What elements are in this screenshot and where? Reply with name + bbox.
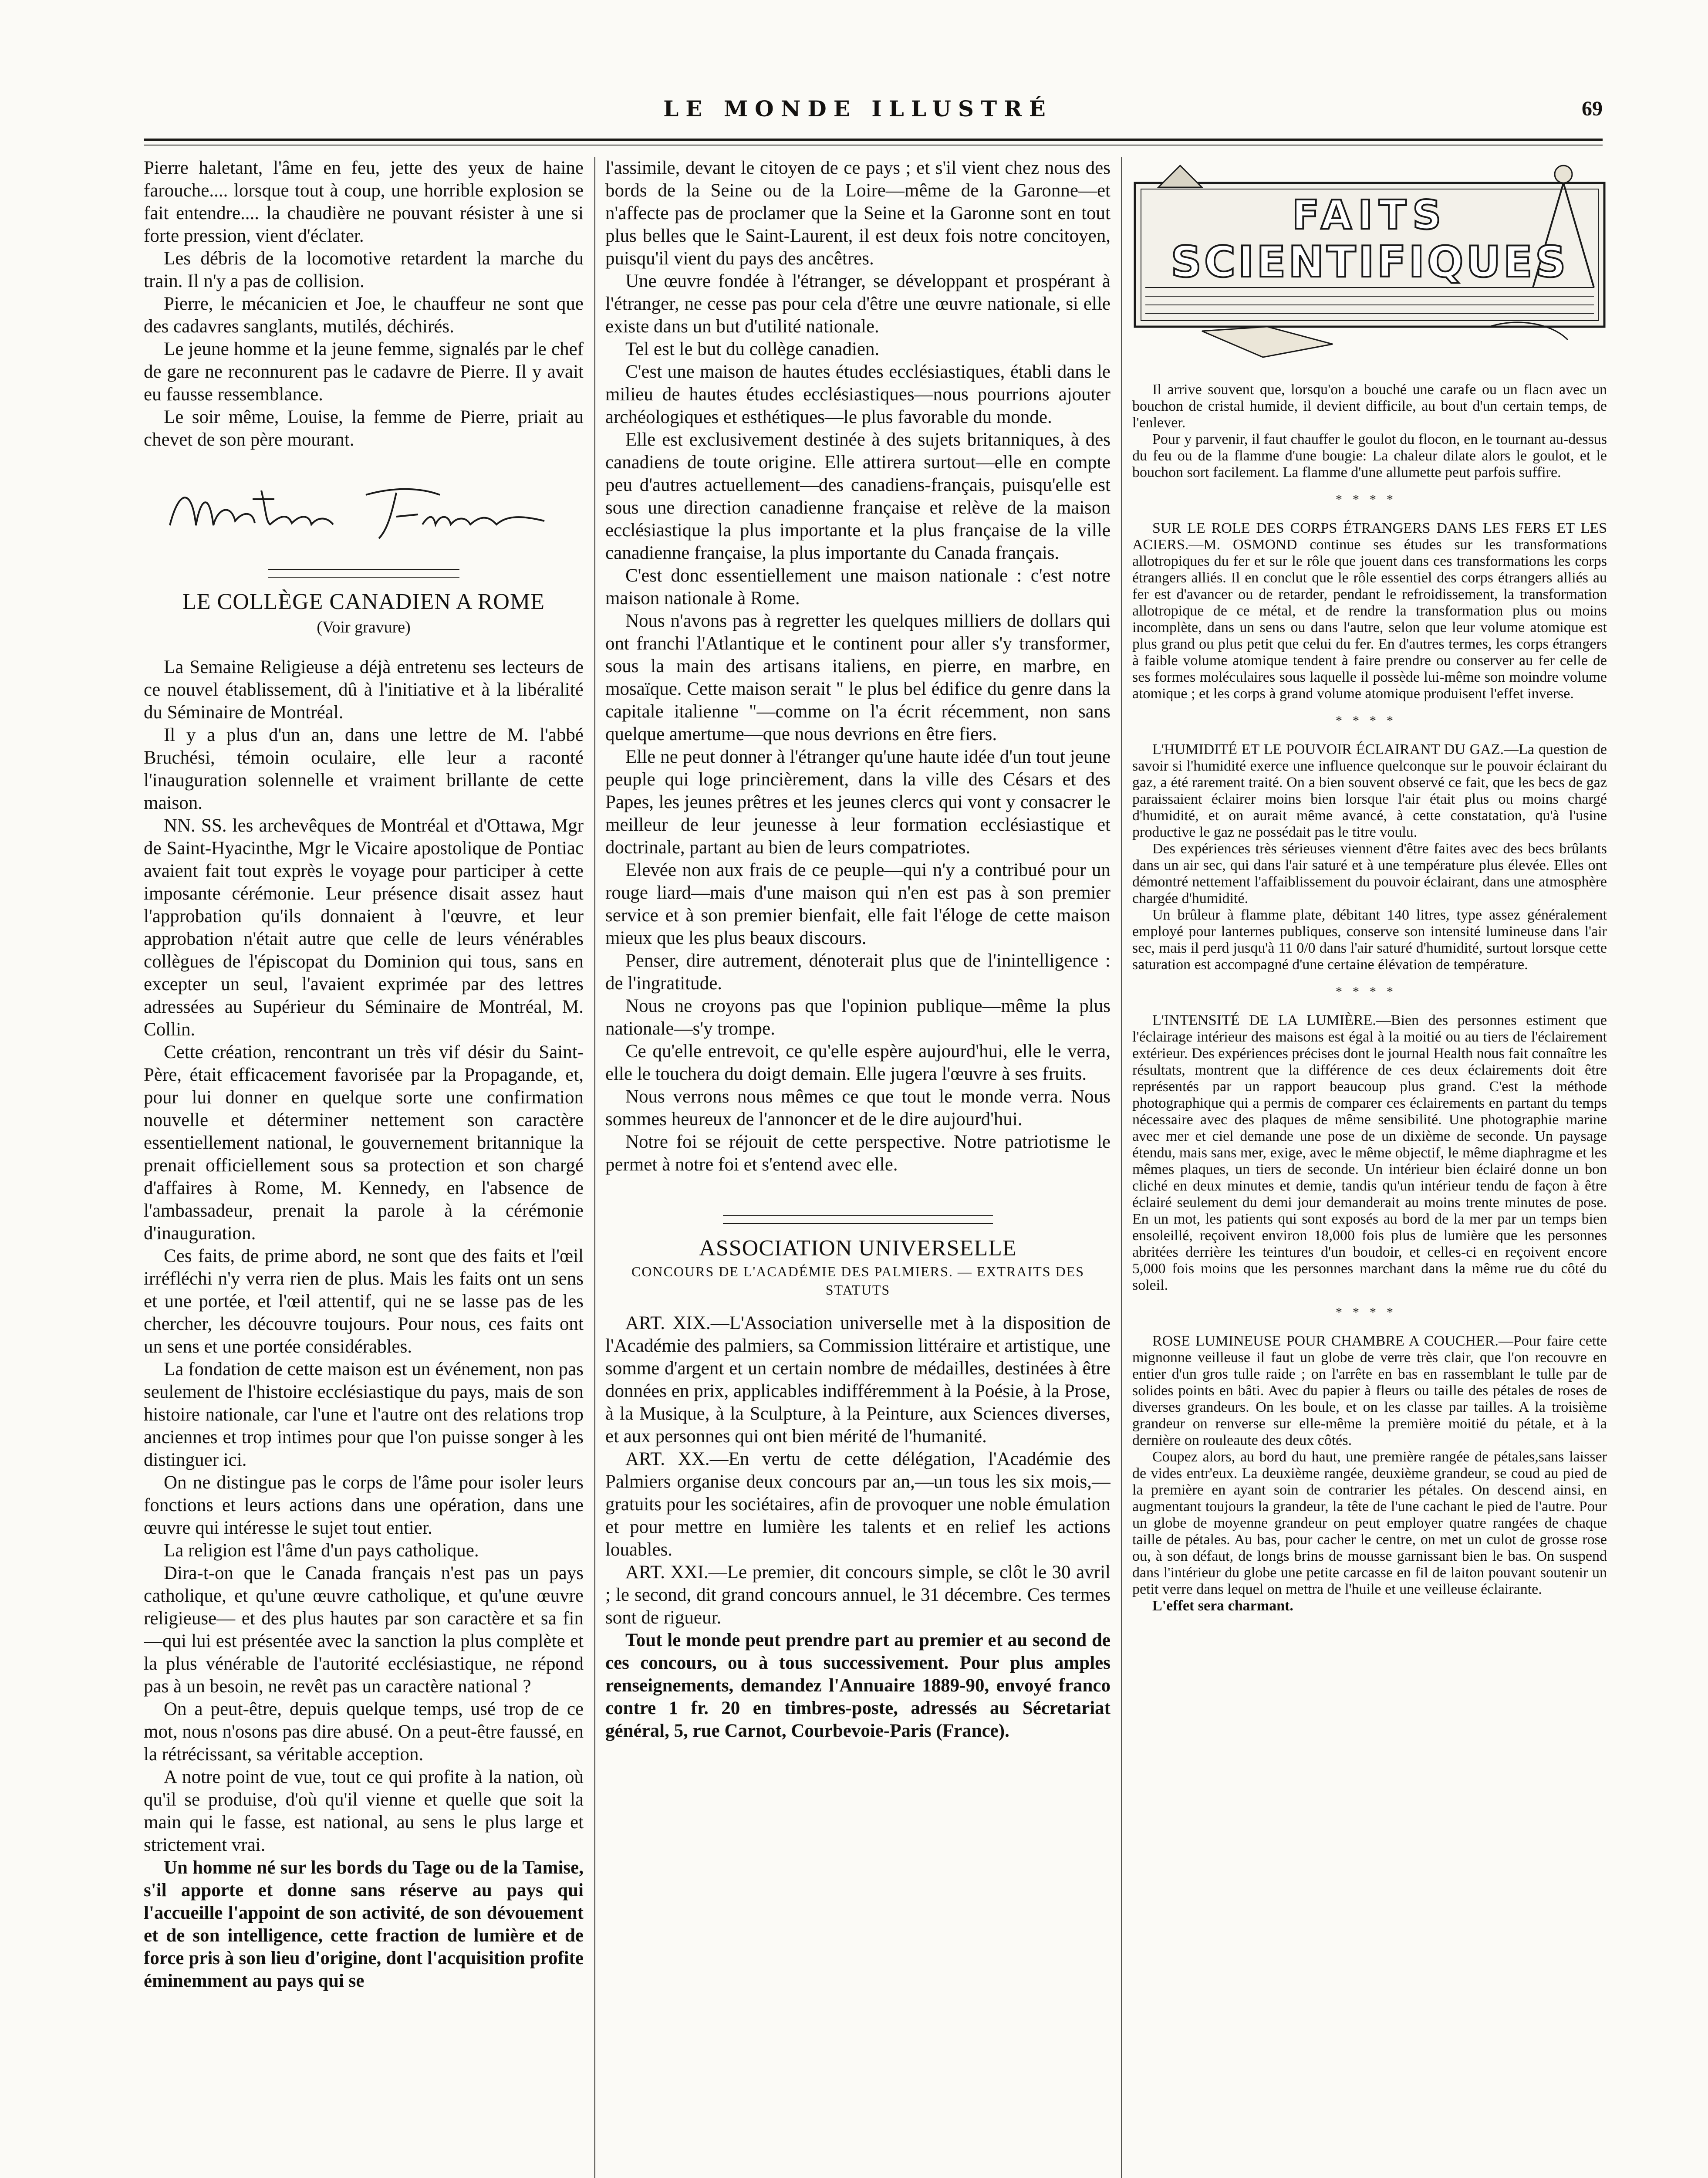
banner-line-1: FAITS (1292, 192, 1448, 238)
paragraph: Nous ne croyons pas que l'opinion publique—même la plus nationale—s'y trompe. (605, 996, 1111, 1039)
paragraph: NN. SS. les archevêques de Montréal et d'Ottawa, Mgr de Saint-Hyacinthe, Mgr le Vicaire apostolique de Pontiac avaient fait tout exprès le voyage pour participer à cette imposante cérémonie. Leur présence disait assez haut l'approbation qu'ils donnaient à l'œuvre, et leur approbation n'était autre que celle de leurs vénérables collègues de l'épiscopat du Dominion qui tous, sans en excepter un seul, l'avaient exprimée par des lettres adressées au Supérieur du Séminaire de Montréal, M. Collin. (144, 815, 584, 1040)
paragraph: C'est donc essentiellement une maison nationale : c'est notre maison nationale à Rome. (605, 565, 1111, 609)
paragraph: Un homme né sur les bords du Tage ou de la Tamise, s'il apporte et donne sans réserve au pays qui l'accueille l'appoint de son activité, de son dévouement et de son intelligence, cette fraction de lumière et de force pris à son lieu d'origine, dont l'acquisition profite éminemment au pays qui se (144, 1857, 584, 1991)
paragraph: Elle ne peut donner à l'étranger qu'une haute idée d'un tout jeune peuple qui loge princièrement, dans la ville des Césars et des Papes, les jeunes prêtres et les jeunes clercs qui vont y consacrer le meilleur de leur jeunesse à leur formation ecclésiastique et doctrinale, partant au bien de leurs compatriotes. (605, 747, 1111, 858)
article-title: LE COLLÈGE CANADIEN A ROME (182, 589, 545, 614)
paragraph: Pierre haletant, l'âme en feu, jette des yeux de haine farouche.... lorsque tout à coup, une horrible explosion se fait entendre.... la chaudière ne pouvant résister à une si forte pression, vient d'éclater. (144, 158, 584, 246)
masthead (113, 96, 1603, 126)
section-separator (268, 569, 459, 578)
section-stars: **** (1336, 492, 1404, 507)
paragraph: Penser, dire autrement, dénoterait plus que de l'inintelligence : de l'ingratitude. (605, 950, 1111, 994)
section-stars: **** (1336, 984, 1404, 999)
paragraph: Cette création, rencontrant un très vif désir du Saint-Père, était efficacement favorisée par la Propagande, et, pour lui donner en quelque sorte une confirmation nouvelle et déterminer nettement son caractère essentiellement national, le gouvernement britannique la prenait officiellement sous sa protection et son chargé d'affaires à Rome, M. Kennedy, en l'absence de l'ambassadeur, prenait la parole à la cérémonie d'inauguration. (144, 1042, 584, 1244)
header-rule (144, 139, 1603, 141)
paragraph: Un brûleur à flamme plate, débitant 140 litres, type assez généralement employé pour lanternes publiques, conserve son intensité lumineuse dans l'air sec, mais il perd jusqu'à 11 0/0 dans l'air saturé d'humidité, surtout lorsque cette saturation est accompagné d'une certaine élévation de température. (1132, 907, 1607, 973)
paragraph: A notre point de vue, tout ce qui profite à la nation, où qu'il se produise, d'où qu'il vienne et quelle que soit la main qui le fasse, est national, au sens le plus large et strictement vrai. (144, 1767, 584, 1855)
article-subtitle: CONCOURS DE L'ACADÉMIE DES PALMIERS. — EXTRAITS DES STATUTS (631, 1264, 1084, 1298)
article-subtitle: (Voir gravure) (317, 618, 411, 636)
paragraph: Les débris de la locomotive retardent la marche du train. Il n'y a pas de collision. (144, 248, 584, 291)
paragraph: Elle est exclusivement destinée à des sujets britanniques, à des canadiens de toute origine. Elle attirera surtout—elle en compte peu d'autres actuellement—des canadiens-français, puisqu'elle est sous une direction canadienne française et relève de la maison ecclésiastique la plus importante et la plus française de la ville canadienne française, la plus importante du Canada français. (605, 430, 1111, 563)
paragraph: ART. XX.—En vertu de cette délégation, l'Académie des Palmiers organise deux concours par an,—un tous les six mois,—gratuits pour les sociétaires, afin de provoquer une noble émulation et pour mettre en lumière les talents et en relief les actions louables. (605, 1449, 1111, 1560)
paragraph: ART. XIX.—L'Association universelle met à la disposition de l'Académie des palmiers, sa Commission littéraire et artistique, une somme d'argent et un certain nombre de médailles, destinées à être données en prix, applicables indifféremment à la Poésie, à la Prose, à la Musique, à la Sculpture, à la Peinture, aux Sciences diverses, et aux personnes qui ont bien mérité de l'humanité. (605, 1313, 1111, 1447)
section-text: —La question de savoir si l'humidité exerce une influence quelconque sur le pouvoir éclairant du gaz, a été rarement traité. On a bien souvent observé ce fait, que les becs de gaz paraissaient éclairer moins bien lorsque l'air était plus ou moins chargé d'humidité, et on aurait même avancé, à cette constatation, qu'à l'usine productive le gaz ne possédait pas le titre voulu. (1132, 741, 1607, 840)
faits-scientifiques-banner (1132, 157, 1607, 366)
section-text: —M. OSMOND continue ses études sur les transformations allotropiques du fer et sur le rôle que jouent dans ces transformations les corps étrangers alliés. Il en conclut que le rôle essentiel des corps étrangers alliés au fer est d'avancer ou de retarder, pendant le refroidissement, la transformation allotropique de ce métal, et de rendre la transformation plus ou moins incomplète, dans un sens ou dans l'autre, selon que leur volume atomique est plus grand ou plus petit que celui du fer. En d'autres termes, les corps étrangers à faible volume atomique tendent à faire prendre ou conserver au fer celle de ses formes moléculaires sous laquelle il possède lui-même son moindre volume atomique ; et les corps à grand volume atomique produisent l'effet inverse. (1132, 537, 1607, 702)
paragraph: ART. XXI.—Le premier, dit concours simple, se clôt le 30 avril ; le second, dit grand concours annuel, le 31 décembre. Ces termes sont de rigueur. (605, 1562, 1111, 1628)
section-heading: ROSE LUMINEUSE POUR CHAMBRE A COUCHER. (1152, 1333, 1499, 1349)
paragraph: Il arrive souvent que, lorsqu'on a bouché une carafe ou un flacn avec un bouchon de cristal humide, il devient difficile, au bout d'un certain temps, de l'enlever. (1132, 382, 1607, 431)
section-text: —Pour faire cette mignonne veilleuse il faut un globe de verre très clair, que l'on recouvre en entier d'un gros tulle raide ; on l'arrête en bas en rassemblant le tulle par de solides points en bâti. Avec du papier à fleurs ou taille des pétales de roses de diverses grandeurs. On les boule, et on les classe par tailles. A la troisième grandeur on renverse sur elle-même la première moitié du pétale, et à la dernière on rouleaute des deux côtés. (1132, 1333, 1607, 1448)
paragraph: Pour y parvenir, il faut chauffer le goulot du flocon, en le tournant au-dessus du feu ou de la flamme d'une bougie: La chaleur dilate alors le goulot, et le bouchon sort facilement. La flamme d'une allumette peut parfois suffire. (1132, 431, 1607, 480)
paragraph: Ce qu'elle entrevoit, ce qu'elle espère aujourd'hui, elle le verra, elle le touchera du doigt demain. Elle jugera l'œuvre à ses fruits. (605, 1041, 1111, 1084)
paragraph: Pierre, le mécanicien et Joe, le chauffeur ne sont que des cadavres sanglants, mutilés, déchirés. (144, 294, 584, 337)
paragraph: l'assimile, devant le citoyen de ce pays ; et s'il vient chez nous des bords de la Seine ou de la Loire—même de la Garonne—et n'affecte pas de proclamer que la Seine et la Garonne sont en tout plus belles que le Saint-Laurent, il est deux fois notre concitoyen, puisqu'il vient du pays des ancêtres. (605, 158, 1111, 269)
paragraph: Ces faits, de prime abord, ne sont que des faits et l'œil irréfléchi n'y verra rien de plus. Mais les faits ont un sens et une portée, et l'œil attentif, qui ne se lasse pas de les chercher, les découvre toujours. Pour nous, ces faits ont un sens et une portée considérables. (144, 1246, 584, 1357)
paragraph: C'est une maison de hautes études ecclésiastiques, établi dans le milieu de hautes études ecclésiastiques—nous pourrions ajouter archéologiques et esthétiques—le plus favorable du monde. (605, 362, 1111, 427)
section-heading: L'INTENSITÉ DE LA LUMIÈRE. (1152, 1012, 1376, 1028)
column-divider (594, 157, 595, 2178)
column-2 (605, 157, 1111, 2178)
closing-line: L'effet sera charmant. (1152, 1598, 1293, 1614)
paragraph: Tout le monde peut prendre part au premier et au second de ces concours, ou à tous successivement. Pour plus amples renseignements, demandez l'Annuaire 1889-90, envoyé franco contre 1 fr. 20 en timbres-poste, adressés au Sécretariat général, 5, rue Carnot, Courbevoie-Paris (France). (605, 1630, 1111, 1741)
paragraph: Des expériences très sérieuses viennent d'être faites avec des becs brûlants dans un air sec, qui dans l'air saturé et à une température plus élevée. Elles ont démontré nettement l'affaiblissement du pouvoir éclairant, dans une atmosphère chargée d'humidité. (1132, 841, 1607, 906)
section-stars: **** (1336, 1305, 1404, 1319)
paragraph: On a peut-être, depuis quelque temps, usé trop de ce mot, nous n'osons pas dire abusé. On a peut-être faussé, en la rétrécissant, sa véritable acception. (144, 1699, 584, 1765)
paragraph: Notre foi se réjouit de cette perspective. Notre patriotisme le permet à notre foi et s'entend avec elle. (605, 1132, 1111, 1175)
paragraph: Tel est le but du collège canadien. (625, 339, 880, 359)
paragraph: Dira-t-on que le Canada français n'est pas un pays catholique, et qu'une œuvre catholique, et qu'une œuvre religieuse— et des plus hautes par son caractère et sa fin—qui lui est présentée avec la sanction la plus complète et la plus vénérable de l'autorité ecclésiastique, ne répond pas à un besoin, ne revêt pas un caractère national ? (144, 1563, 584, 1697)
section-heading: SUR LE ROLE DES CORPS ÉTRANGERS DANS LES FERS ET LES ACIERS. (1132, 520, 1607, 553)
paragraph: Coupez alors, au bord du haut, une première rangée de pétales,sans laisser de vides entr'eux. La deuxième rangée, deuxième grandeur, se coud au pied de la première en ayant soin de contrarier les pétales. On descend ainsi, en augmentant toujours la grandeur, la tête de l'une cachant le pied de l'autre. Pour un globe de moyenne grandeur on peut employer quatre rangées de chaque taille de pétales. Au bas, pour cacher le centre, on met un culot de grosse rose ou, à son défaut, de longs brins de mousse garnissant bien le bas. On suspend dans l'intérieur du globe une petite carcasse en fil de laiton pouvant soutenir un petit verre dans lequel on mettra de l'huile et une veilleuse éclairante. (1132, 1449, 1607, 1597)
paragraph: La religion est l'âme d'un pays catholique. (164, 1540, 479, 1561)
paragraph: Elevée non aux frais de ce peuple—qui n'y a contribué pour un rouge liard—mais d'une maison qui n'en est pas à son premier service et à son premier bienfait, elle fait l'éloge de cette maison mieux que les plus beaux discours. (605, 860, 1111, 948)
paragraph: Le soir même, Louise, la femme de Pierre, priait au chevet de son père mourant. (144, 407, 584, 450)
author-signature (161, 473, 553, 551)
article-title: ASSOCIATION UNIVERSELLE (699, 1236, 1017, 1261)
paragraph: Une œuvre fondée à l'étranger, se développant et prospérant à l'étranger, ne cesse pas pour cela d'être une œuvre nationale, si elle existe dans un but d'utilité nationale. (605, 271, 1111, 337)
paragraph: La Semaine Religieuse a déjà entretenu ses lecteurs de ce nouvel établissement, dû à l'initiative et à la libéralité du Séminaire de Montréal. (144, 657, 584, 723)
column-3 (1132, 157, 1607, 2178)
section-separator (723, 1215, 993, 1224)
column-1 (144, 157, 584, 2178)
section-stars: **** (1336, 714, 1404, 728)
paragraph: Nous n'avons pas à regretter les quelques milliers de dollars qui ont franchi l'Atlantique et le continent pour aller s'y transformer, sous la main des artisans italiens, en pierre, en marbre, en mosaïque. Cette maison serait " le plus bel édifice du genre dans la capitale italienne "—comme on l'a écrit récemment, non sans quelque amertume—que nous devrions en être fiers. (605, 611, 1111, 744)
paragraph: Nous verrons nous mêmes ce que tout le monde verra. Nous sommes heureux de l'annoncer et de le dire aujourd'hui. (605, 1086, 1111, 1130)
newspaper-title: LE MONDE ILLUSTRÉ (663, 96, 1053, 122)
paragraph: Le jeune homme et la jeune femme, signalés par le chef de gare ne reconnurent pas le cadavre de Pierre. Il y avait eu fausse ressemblance. (144, 339, 584, 405)
page-number: 69 (1582, 97, 1603, 120)
paragraph: La fondation de cette maison est un événement, non pas seulement de l'histoire ecclésiastique du pays, mais de son histoire nationale, car l'une et l'autre ont des relations trop anciennes et trop intimes pour que l'on puisse songer à les distinguer ici. (144, 1359, 584, 1470)
paragraph: On ne distingue pas le corps de l'âme pour isoler leurs fonctions et leurs actions dans une opération, dans une œuvre qui intéresse le sujet tout entier. (144, 1472, 584, 1538)
banner-line-2: SCIENTIFIQUES (1171, 237, 1569, 287)
paragraph: Il y a plus d'un an, dans une lettre de M. l'abbé Bruchési, témoin oculaire, elle leur a raconté l'inauguration solennelle et vraiment brillante de cette maison. (144, 725, 584, 813)
section-heading: L'HUMIDITÉ ET LE POUVOIR ÉCLAIRANT DU GAZ. (1152, 741, 1504, 758)
column-divider (1121, 157, 1122, 2178)
section-text: —Bien des personnes estiment que l'éclairage intérieur des maisons est égal à la moitié ou au tiers de l'éclairement extérieur. Des expériences précises dont le journal Health nous fait connaître les résultats, montrent que la différence de ces deux éclairements doit être représentés par un rapport beaucoup plus grand. C'est la méthode photographique qui a permis de comparer ces éclairements en partant du temps nécessaire avec des plaques de même sensibilité. Une photographie marine avec mer et ciel demande une pose de un dixième de seconde. Un paysage étendu, mais sans mer, exige, avec le même objectif, le même diaphragme et les mêmes plaques, un tiers de seconde. Un intérieur bien éclairé donne un bon cliché en deux minutes et demie, tandis qu'un intérieur tendu de façon à être éclairé seulement du demi jour demanderait au moins trente minutes de pose. En un mot, les patients qui sont exposés au bord de la mer par un temps bien ensoleillé, reçoivent environ 18,000 fois plus de lumière que les personnes abritées derrière les teintures d'un boudoir, et celles-ci en reçoivent encore 5,000 fois moins que les personnes marchant dans la même rue du côté du soleil. (1132, 1012, 1607, 1293)
